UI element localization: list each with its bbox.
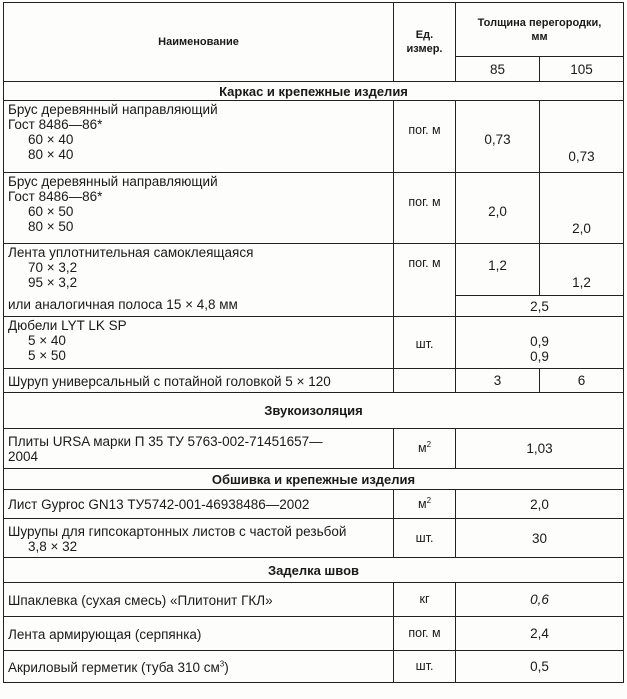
table-row	[4, 369, 624, 393]
row-name: Акриловый герметик (туба 310 $см^3$)	[4, 651, 394, 683]
table-row	[4, 244, 624, 296]
section-sheathing: Обшивка и крепежные изделия	[4, 469, 624, 490]
row-unit: пог. м	[394, 173, 456, 244]
row-unit: шт.	[394, 317, 456, 369]
table-row	[4, 317, 624, 369]
row-value-merged: 0,6	[456, 583, 624, 617]
row-value-85: 2,0	[456, 173, 540, 244]
row-unit: шт.	[394, 651, 456, 683]
section-frame: Каркас и крепежные изделия	[4, 82, 624, 101]
row-unit: шт.	[394, 519, 456, 558]
row-unit: пог. м	[394, 617, 456, 651]
table-row	[4, 519, 624, 558]
materials-table	[3, 2, 624, 683]
table-row	[4, 173, 624, 244]
table-row	[4, 583, 624, 617]
row-unit: $м^2$	[394, 490, 456, 519]
row-value-105: 6	[540, 369, 624, 393]
row-name: Лента армирующая (серпянка)	[4, 617, 394, 651]
table-row	[4, 101, 624, 173]
table-header-row	[4, 3, 624, 57]
header-thickness-line1: Толщина перегородки,	[477, 16, 602, 29]
row-value-merged: 0,5	[456, 651, 624, 683]
row-value-85: 3	[456, 369, 540, 393]
row-unit: $м^2$	[394, 429, 456, 469]
row-unit: пог. м	[394, 244, 456, 296]
row-name: Шурупы для гипсокартонных листов с частой резьбой 3,8 × 32	[4, 519, 394, 558]
row-unit	[394, 296, 456, 317]
header-thickness-85: 85	[456, 57, 540, 82]
section-joint-sealing: Заделка швов	[4, 558, 624, 583]
row-unit: кг	[394, 583, 456, 617]
row-value-105: 0,73	[540, 101, 624, 173]
row-name: Брус деревянный направляющий Гост 8486—86* 60 × 50 80 × 50	[4, 173, 394, 244]
row-value-merged: 0,9 0,9	[456, 317, 624, 369]
row-value-105: 2,0	[540, 173, 624, 244]
row-value-105: 1,2	[540, 244, 624, 296]
header-unit-line1: Ед.	[415, 29, 434, 41]
table-row	[4, 490, 624, 519]
row-value-merged: 1,03	[456, 429, 624, 469]
header-unit-line2: измер.	[406, 43, 443, 55]
row-name: Шпаклевка (сухая смесь) «Плитонит ГКЛ»	[4, 583, 394, 617]
table-row	[4, 617, 624, 651]
table-row	[4, 296, 624, 317]
header-thickness-105: 105	[540, 57, 624, 82]
header-name: Наименование	[4, 3, 394, 82]
table-row	[4, 429, 624, 469]
row-name: Шуруп универсальный с потайной головкой 5 × 120	[4, 369, 394, 393]
row-name: Брус деревянный направляющий Гост 8486—86* 60 × 40 80 × 40	[4, 101, 394, 173]
row-value-merged: 2,4	[456, 617, 624, 651]
row-name: Лента уплотнительная самоклеящаяся 70 × 3,2 95 × 3,2	[4, 244, 394, 296]
row-value-85: 0,73	[456, 101, 540, 173]
row-value-merged: 2,5	[456, 296, 624, 317]
row-name: или аналогичная полоса 15 × 4,8 мм	[4, 296, 394, 317]
row-unit	[394, 369, 456, 393]
row-value-merged: 2,0	[456, 490, 624, 519]
row-name: Плиты URSA марки П 35 ТУ 5763-002-71451657— 2004	[4, 429, 394, 469]
header-thickness	[456, 3, 624, 57]
row-value-merged: 30	[456, 519, 624, 558]
section-sound-insulation: Звукоизоляция	[4, 393, 624, 429]
row-value-85: 1,2	[456, 244, 540, 296]
header-thickness-line2: мм	[531, 30, 548, 43]
table-row	[4, 651, 624, 683]
row-unit: пог. м	[394, 101, 456, 173]
row-name: Дюбели LYT LK SP 5 × 40 5 × 50	[4, 317, 394, 369]
row-name: Лист Gyproc GN13 ТУ5742-001-46938486—2002	[4, 490, 394, 519]
header-unit	[394, 3, 456, 82]
